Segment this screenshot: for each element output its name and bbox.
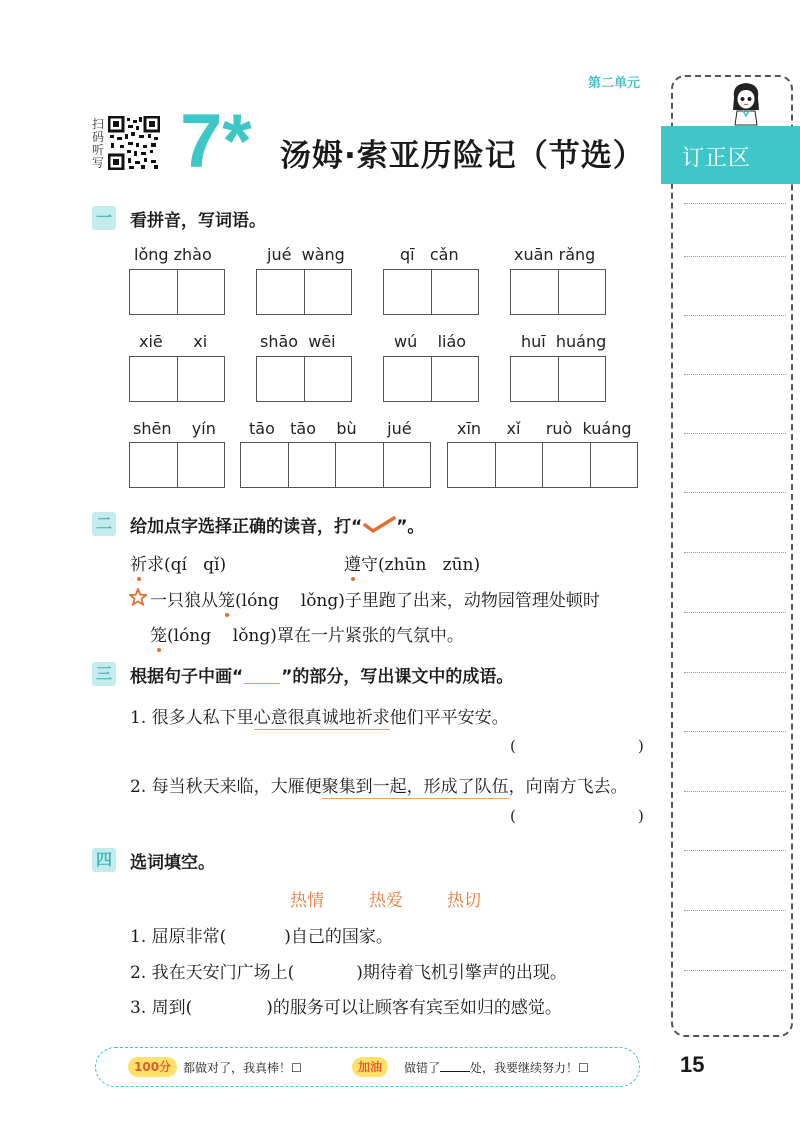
- section-badge: 二: [92, 512, 116, 536]
- pinyin-label: qī cǎn: [400, 245, 459, 264]
- question-text: ，向南方飞去。: [508, 777, 628, 797]
- section-instruction: [130, 512, 424, 537]
- fill-question-2: [130, 958, 567, 983]
- answer-paren-open: (: [510, 807, 516, 825]
- section-instruction: [130, 662, 513, 687]
- score-badge: 100分: [128, 1057, 177, 1077]
- question-2: [130, 772, 628, 797]
- pinyin-label: xīn xǐ ruò kuáng: [457, 419, 632, 438]
- error-count-blank[interactable]: [440, 1060, 470, 1072]
- question-text: 2. 每当秋天来临，大雁便: [130, 777, 322, 797]
- correction-line[interactable]: [684, 970, 786, 971]
- pinyin-label: shāo wēi: [260, 332, 336, 351]
- question-text: )的服务可以让顾客有宾至如归的感觉。: [266, 998, 562, 1018]
- section-badge: 三: [92, 662, 116, 686]
- unit-label: 第二单元: [588, 76, 641, 91]
- checkmark-icon: [362, 516, 396, 534]
- question-text: 2. 我在天安门广场上(: [130, 963, 295, 983]
- writing-grid[interactable]: [510, 356, 606, 402]
- dotted-char: 笼: [218, 586, 235, 611]
- underlined-phrase: 聚集到一起，形成了队伍: [321, 777, 509, 797]
- writing-grid[interactable]: [256, 356, 352, 402]
- writing-grid[interactable]: [447, 442, 638, 488]
- correction-line[interactable]: [684, 315, 786, 316]
- footer-text: 处，我要继续努力！☐: [470, 1061, 589, 1075]
- correction-line[interactable]: [684, 256, 786, 257]
- answer-blank[interactable]: [520, 737, 630, 757]
- writing-grid[interactable]: [129, 442, 225, 488]
- section-badge: 一: [92, 206, 116, 230]
- dotted-char: 笼: [150, 621, 167, 646]
- section-instruction: 看拼音，写词语。: [130, 211, 266, 231]
- fill-question-1: [130, 922, 393, 947]
- girl-mascot-icon: [726, 80, 766, 126]
- correction-area-title: 订正区: [682, 146, 752, 171]
- choice-text: 求(qí qǐ): [147, 555, 227, 575]
- answer-blank[interactable]: [520, 807, 630, 827]
- correction-line[interactable]: [684, 850, 786, 851]
- answer-paren-close: ): [638, 807, 644, 825]
- pinyin-label: jué wàng: [267, 245, 345, 264]
- pinyin-label: shēn yín: [133, 419, 216, 438]
- writing-grid[interactable]: [129, 269, 225, 315]
- writing-grid[interactable]: [383, 356, 479, 402]
- question-text: )期待着飞机引擎声的出现。: [356, 963, 567, 983]
- writing-grid[interactable]: [510, 269, 606, 315]
- self-check-text[interactable]: 都做对了，我真棒！☐: [183, 1061, 302, 1075]
- pinyin-choice-item[interactable]: [130, 550, 226, 575]
- self-check-text[interactable]: [404, 1059, 589, 1076]
- correction-line[interactable]: [684, 612, 786, 613]
- pinyin-choice-item[interactable]: [150, 621, 464, 646]
- pinyin-label: xiē xi: [139, 332, 208, 351]
- lesson-number: 7*: [180, 99, 252, 184]
- question-text: 1. 很多人私下里: [130, 708, 254, 728]
- word-option: 热切: [447, 891, 481, 911]
- correction-line[interactable]: [684, 433, 786, 434]
- question-1: [130, 703, 509, 728]
- correction-line[interactable]: [684, 791, 786, 792]
- correction-line[interactable]: [684, 374, 786, 375]
- instruction-text: ”的部分，写出课文中的成语。: [281, 667, 514, 687]
- star-icon: [129, 588, 147, 606]
- question-text: 1. 屈原非常(: [130, 927, 227, 947]
- cheer-badge: 加油: [352, 1057, 388, 1077]
- choice-text: 一只狼从: [150, 591, 218, 611]
- correction-line[interactable]: [684, 910, 786, 911]
- choice-text: (lóng lǒng)子里跑了出来，动物园管理处顿时: [235, 591, 600, 611]
- instruction-text: 给加点字选择正确的读音，打“: [130, 517, 363, 537]
- pinyin-label: wú liáo: [394, 332, 467, 351]
- pinyin-label: xuān rǎng: [514, 245, 596, 264]
- writing-grid[interactable]: [240, 442, 431, 488]
- choice-text: (lóng lǒng)罩在一片紧张的气氛中。: [167, 626, 464, 646]
- correction-line[interactable]: [684, 672, 786, 673]
- writing-grid[interactable]: [129, 356, 225, 402]
- qr-code-icon[interactable]: [108, 116, 160, 170]
- writing-grid[interactable]: [383, 269, 479, 315]
- fill-question-3: [130, 993, 562, 1018]
- pinyin-label: huī huáng: [521, 332, 607, 351]
- question-text: 他们平平安安。: [389, 708, 509, 728]
- answer-paren-close: ): [638, 737, 644, 755]
- correction-line[interactable]: [684, 492, 786, 493]
- question-text: 3. 周到(: [130, 998, 193, 1018]
- section-instruction: 选词填空。: [130, 853, 215, 873]
- footer-text: 做错了: [404, 1061, 441, 1075]
- correction-area[interactable]: [671, 75, 793, 1037]
- correction-line[interactable]: [684, 203, 786, 204]
- pinyin-choice-item[interactable]: [150, 586, 600, 611]
- writing-grid[interactable]: [256, 269, 352, 315]
- underlined-phrase: 心意很真诚地祈求: [253, 708, 390, 728]
- word-option: 热情: [290, 891, 324, 911]
- choice-text: 守(zhūn zūn): [361, 555, 481, 575]
- page-title: 汤姆·索亚历险记（节选）: [280, 138, 645, 174]
- qr-caption: 扫码听写: [92, 117, 105, 170]
- dotted-char: 祈: [130, 550, 147, 575]
- correction-line[interactable]: [684, 552, 786, 553]
- answer-paren-open: (: [510, 737, 516, 755]
- section-badge: 四: [92, 848, 116, 872]
- instruction-text: ”。: [396, 517, 425, 537]
- page-number: 15: [680, 1052, 705, 1077]
- instruction-text: 根据句子中画“: [130, 667, 244, 687]
- pinyin-label: tāo tāo bù jué: [249, 419, 412, 438]
- pinyin-label: lǒng zhào: [134, 245, 212, 264]
- question-text: )自己的国家。: [284, 927, 393, 947]
- underline-sample: [244, 669, 280, 684]
- dotted-char: 遵: [344, 550, 361, 575]
- pinyin-choice-item[interactable]: [344, 550, 480, 575]
- correction-line[interactable]: [684, 731, 786, 732]
- word-option: 热爱: [369, 891, 403, 911]
